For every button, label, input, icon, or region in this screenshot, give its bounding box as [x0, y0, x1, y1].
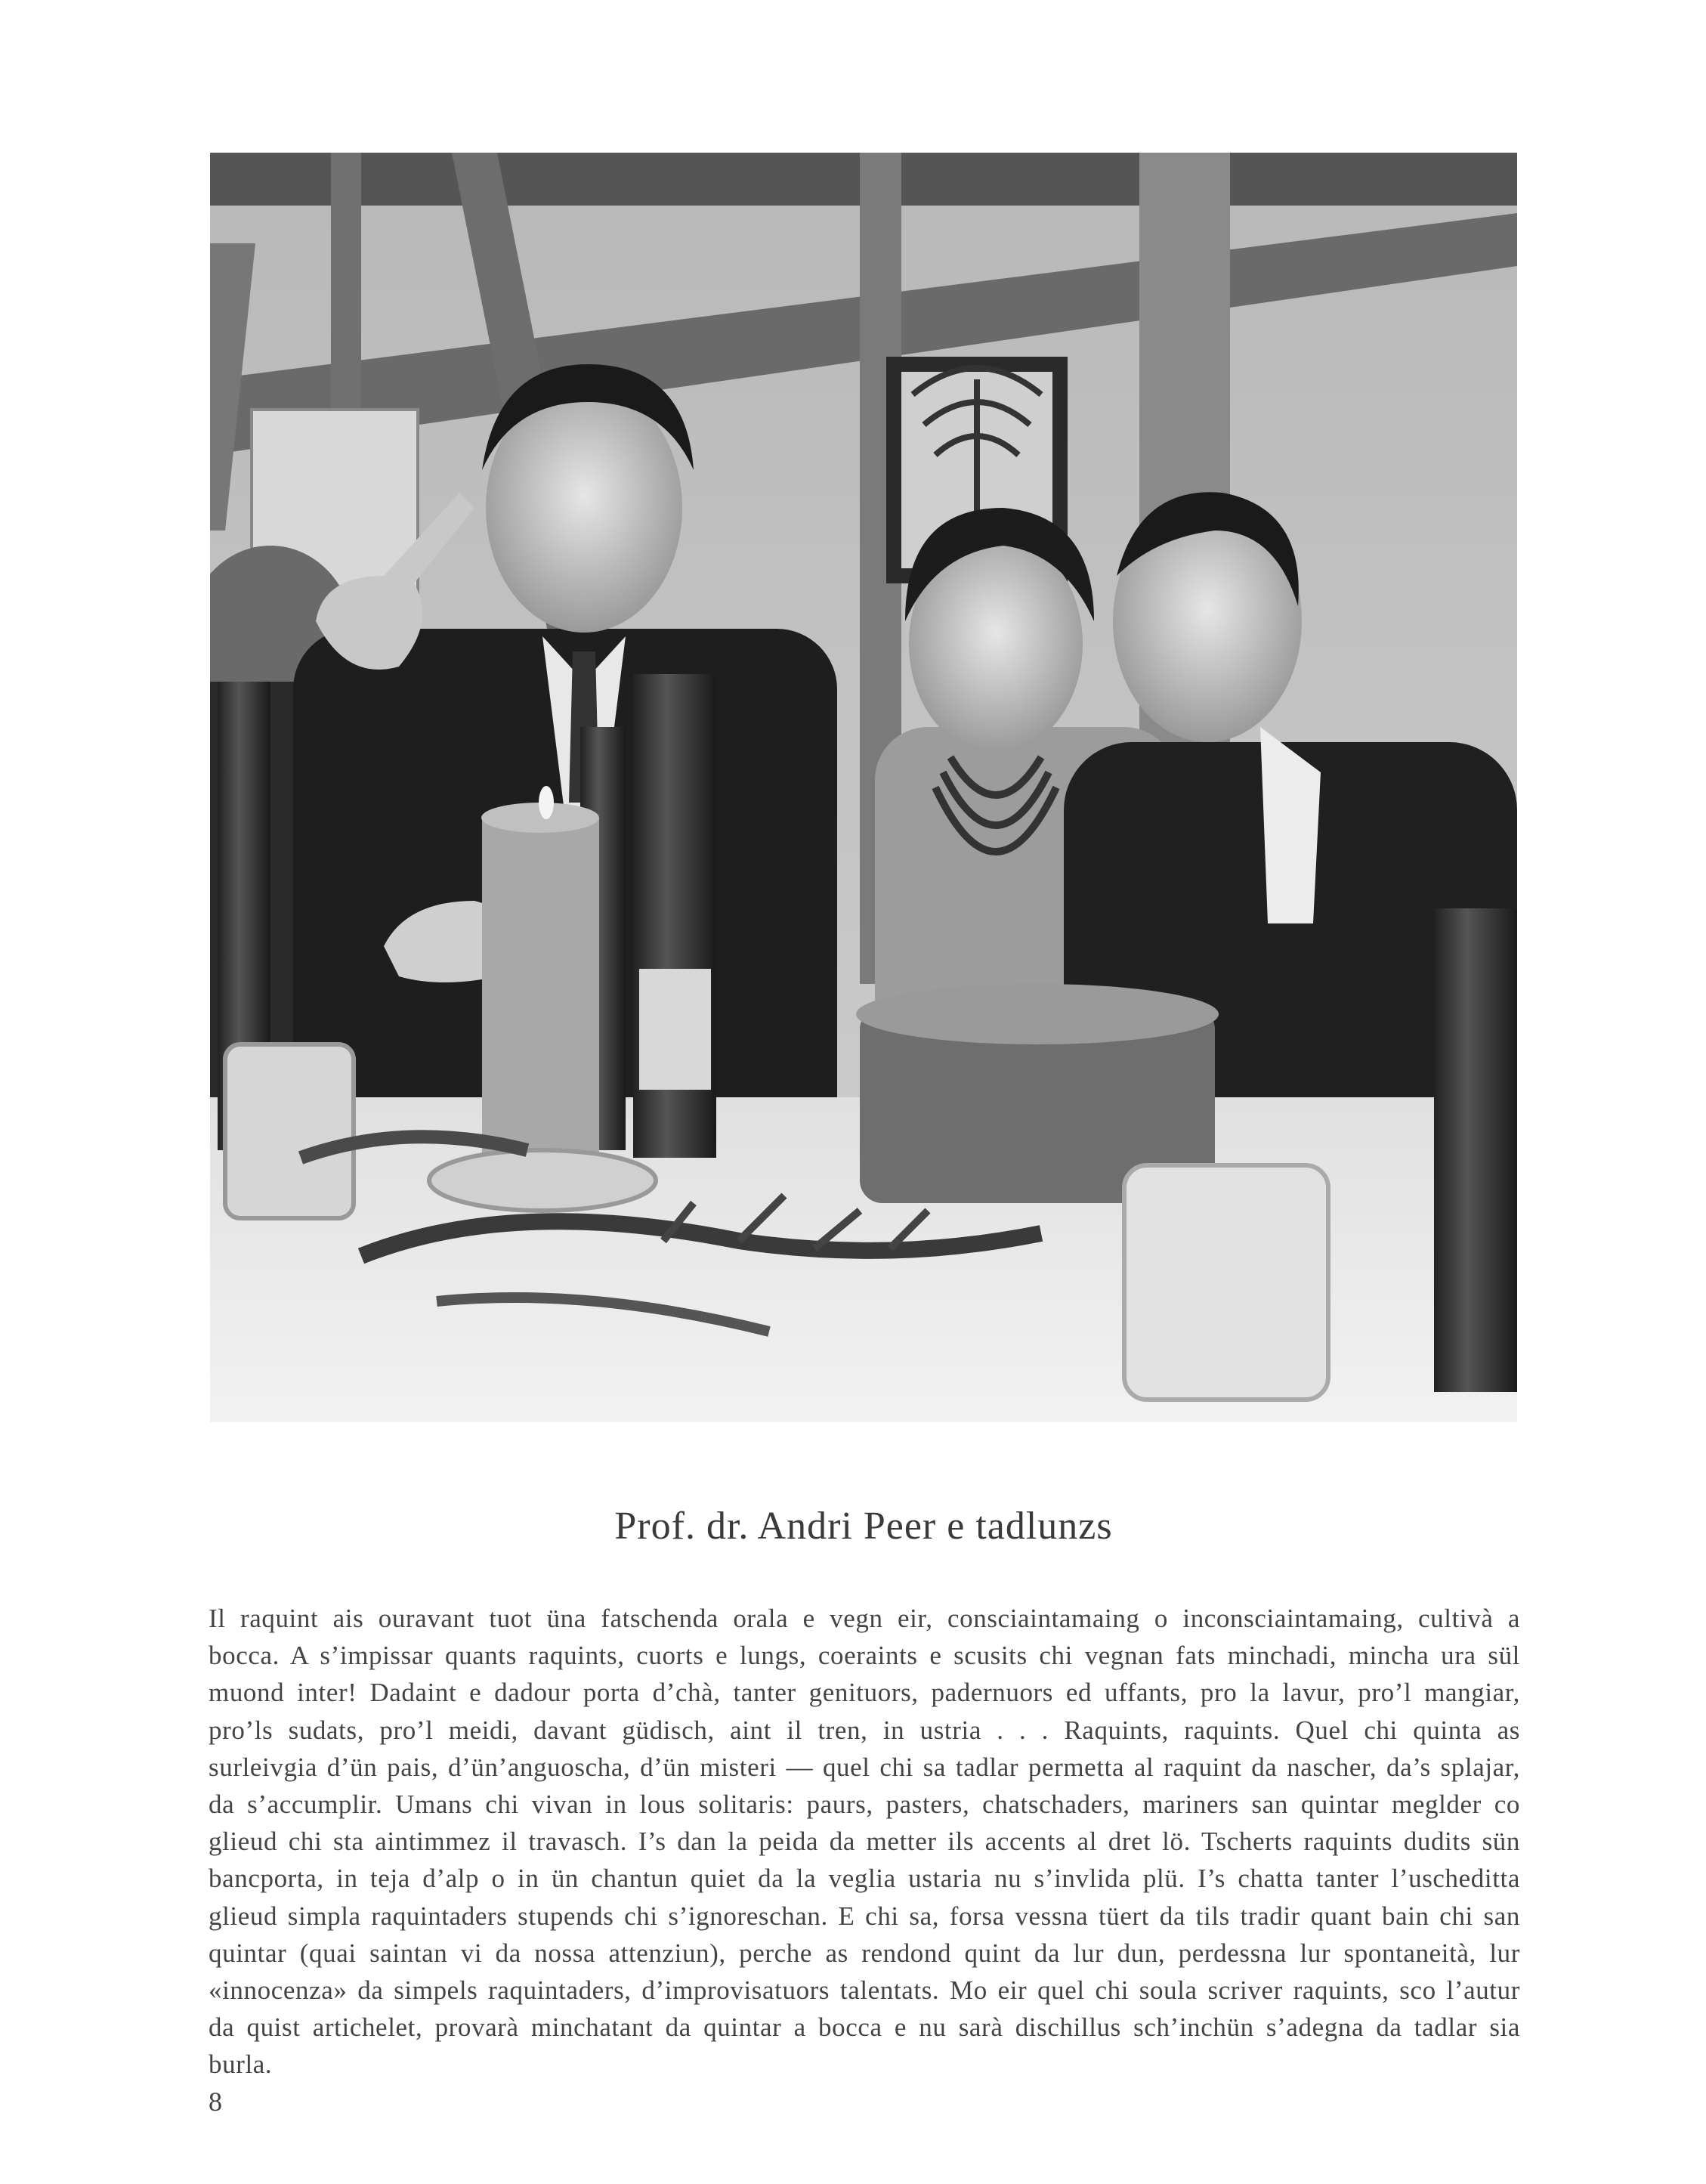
photograph-image	[210, 153, 1517, 1422]
page-number: 8	[209, 2087, 222, 2117]
body-text	[209, 1600, 1520, 2083]
body-paragraph: Il raquint ais ouravant tuot üna fatschenda orala e vegn eir, consciaintamaing o inconsciaintamaing, cultivà a bocca. A s’impissar quants raquints, cuorts e lungs, coeraints e scusits chi vegnan fats minchadi, mincha ura sül muond inter! Dadaint e dadour porta d’chà, tanter genituors, padernuors ed uffants, pro la lavur, pro’l mangiar, pro’ls sudats, pro’l meidi, davant güdisch, aint il tren, in ustria . . . Raquints, raquints. Quel chi quinta as surleivgia d’ün pais, d’ün’anguoscha, d’ün misteri — quel chi sa tadlar permetta al raquint da nascher, da’s splajar, da s’accumplir. Umans chi vivan in lous solitaris: paurs, pasters, chatschaders, mariners san quintar meglder co glieud chi sta aintimmez il travasch. I’s dan la peida da metter ils accents al dret lö. Tscherts raquints dudits sün bancporta, in teja d’alp o in ün chantun quiet da la veglia ustaria nu s’invlida plü. I’s chatta tanter l’uscheditta glieud simpla raquintaders stupends chi s’ignoreschan. E chi sa, forsa vessna tüert da tils tradir quant bain chi san quintar (quai saintan vi da nossa attenziun), perche as rendond quint da lur dun, perdessna lur spontaneità, lur «innocenza» da simpels raquintaders, d’improvisatuors talentats. Mo eir quel chi soula scriver raquints, sco l’autur da quist artichelet, provarà minchatant da quintar a bocca e nu sarà dischillus sch’inchün s’adegna da tadlar sia burla.	[209, 1604, 1520, 2080]
photograph	[210, 153, 1517, 1422]
photo-caption: Prof. dr. Andri Peer e tadlunzs	[614, 1505, 1113, 1548]
